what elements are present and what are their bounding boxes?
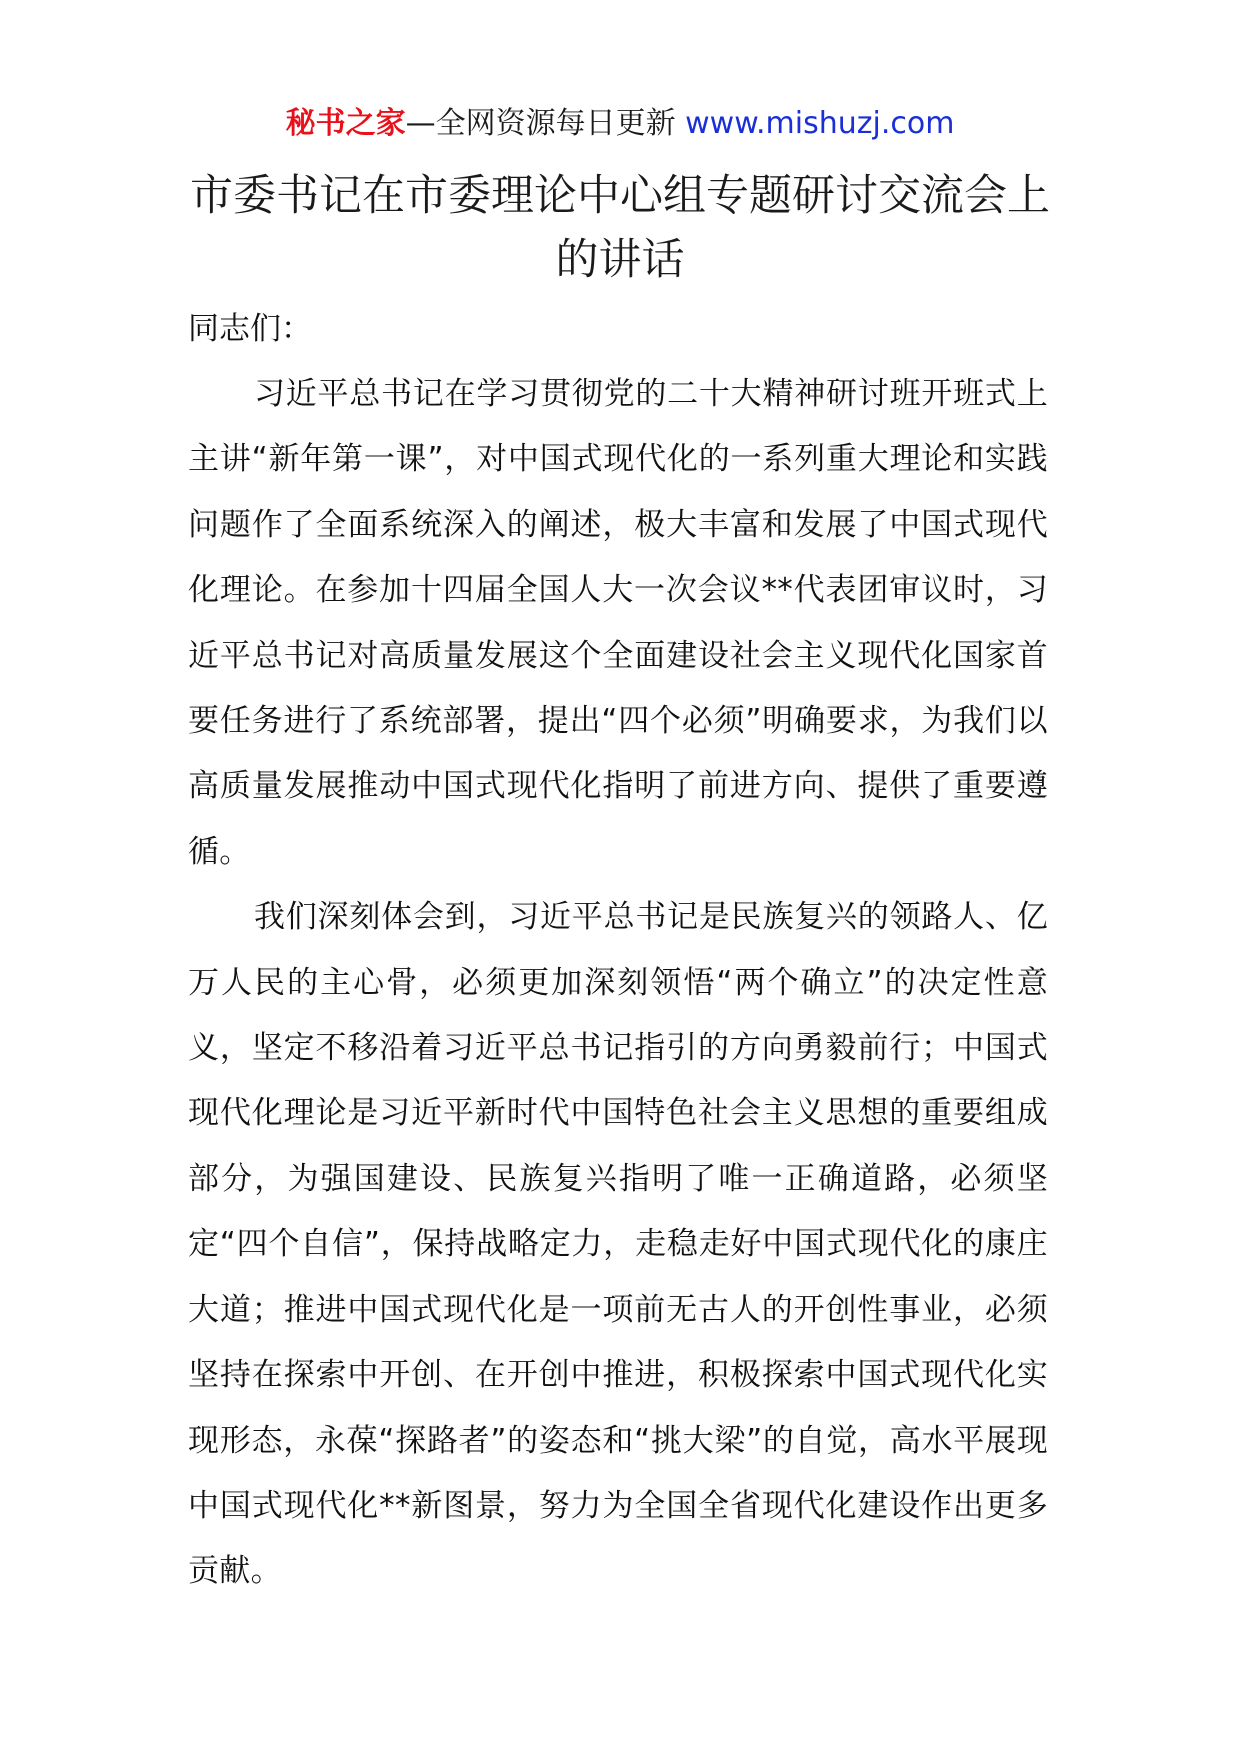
salutation: 同志们： bbox=[188, 311, 312, 347]
brand-name: 秘书之家 bbox=[285, 106, 406, 141]
paragraph-1: 习近平总书记在学习贯彻党的二十大精神研讨班开班式上主讲“新年第一课”，对中国式现代化的一系列重大理论和实践问题作了全面系统深入的阐述，极大丰富和发展了中国式现代化理论。在参加十四届全国人大一次会议**代表团审议时，习近平总书记对高质量发展这个全面建设社会主义现代化国家首要任务进行了系统部署，提出“四个必须”明确要求，为我们以高质量发展推动中国式现代化指明了前进方向、提供了重要遵循。 bbox=[188, 376, 1048, 870]
paragraph-2: 我们深刻体会到，习近平总书记是民族复兴的领路人、亿万人民的主心骨，必须更加深刻领悟“两个确立”的决定性意义，坚定不移沿着习近平总书记指引的方向勇毅前行；中国式现代化理论是习近平新时代中国特色社会主义思想的重要组成部分，为强国建设、民族复兴指明了唯一正确道路，必须坚定“四个自信”，保持战略定力，走稳走好中国式现代化的康庄大道；推进中国式现代化是一项前无古人的开创性事业，必须坚持在探索中开创、在开创中推进，积极探索中国式现代化实现形态，永葆“探路者”的姿态和“挑大梁”的自觉，高水平展现中国式现代化**新图景，努力为全国全省现代化建设作出更多贡献。 bbox=[188, 899, 1048, 1590]
header-tagline: —全网资源每日更新 bbox=[405, 106, 676, 141]
document-body bbox=[188, 297, 1048, 1605]
site-header bbox=[0, 104, 1240, 144]
document-title: 市委书记在市委理论中心组专题研讨交流会上的讲话 bbox=[190, 171, 1050, 285]
site-url[interactable]: www.mishuzj.com bbox=[685, 106, 955, 141]
